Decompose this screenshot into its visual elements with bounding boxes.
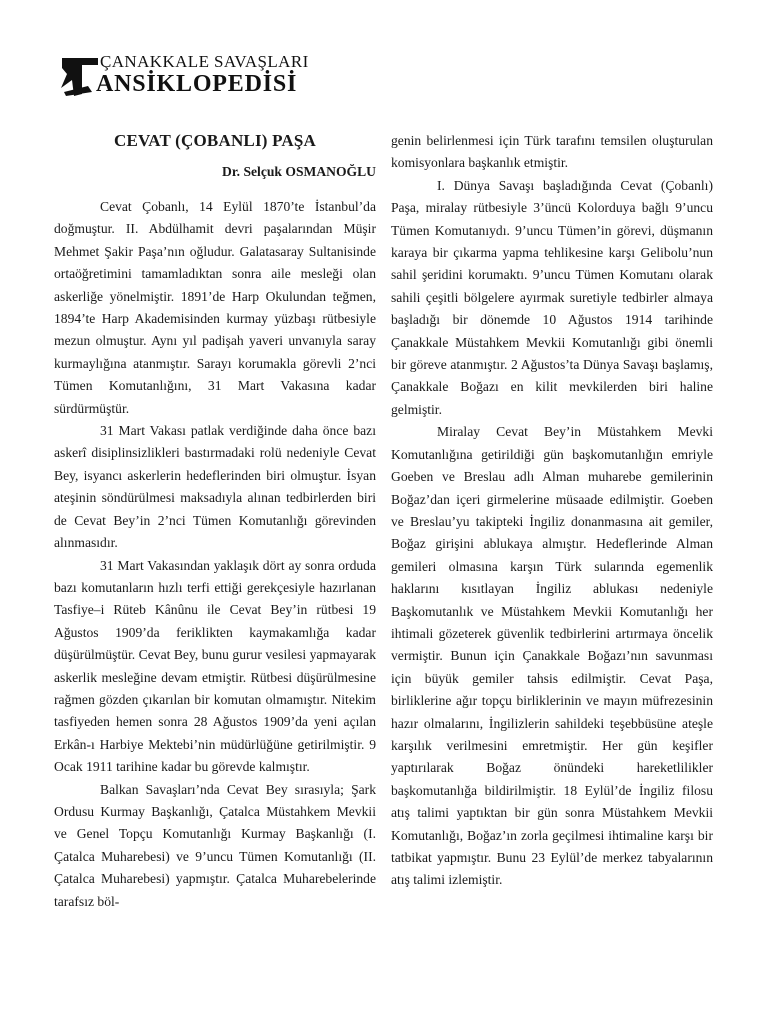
left-column (54, 130, 376, 913)
encyclopedia-header (58, 52, 318, 100)
paragraph: I. Dünya Savaşı başladığında Cevat (Çobanlı) Paşa, miralay rütbesiyle 3’üncü Kolorduya bağlı 9’uncu Tümen Komutanıydı. 9’uncu Tümen’in görevi, düşmanın karaya bir çıkarma yapma tehlikesine karşı Gelibolu’nun sahil şeridini korumaktı. 9’uncu Tümen Komutanı olarak sahili çeşitli bölgelere ayırmak suretiyle tedbirler almaya başladığı bir dönemde 10 Ağustos 1914 tarihinde Çanakkale Müstahkem Mevkii Komutanlığı gibi önemli bir göreve atanmıştır. 2 Ağustos’ta Dünya Savaşı başlamış, Çanakkale Boğazı en kilit mevkilerden biri haline gelmiştir. (391, 177, 713, 417)
header-title-bottom: ANSİKLOPEDİSİ (96, 71, 298, 97)
paragraph: 31 Mart Vakasından yaklaşık dört ay sonra orduda bazı komutanların hızlı terfi ettiği gerekçesiyle hazırlanan Tasfiye–i Rüteb Kânûnu ile Cevat Bey’in rütbesi 19 Ağustos 1909’da feriklikten kaymakamlığa kadar düşürülmüştür. Cevat Bey, bunu gurur vesilesi yapmayarak askerlik mesleğine devam etmiştir. Rütbesi düşürülmesine rağmen gözden çıkarılan bir komutan olmamıştır. Nitekim tasfiyeden hemen sonra 28 Ağustos 1909’da yeni açılan Erkân-ı Harbiye Mektebi’nin müdürlüğüne getirilmiştir. 9 Ocak 1911 tarihine kadar bu görevde kalmıştır. (54, 557, 376, 775)
paragraph: Balkan Savaşları’nda Cevat Bey sırasıyla; Şark Ordusu Kurmay Başkanlığı, Çatalca Müstahkem Mevkii ve Genel Topçu Komutanlığı Kurmay Başkanlığı (I. Çatalca Muharebesi) ve 9’uncu Tümen Komutanlığı (II. Çatalca Muharebesi) yapmıştır. Çatalca Muharebelerinde tarafsız böl- (54, 781, 376, 909)
right-column (391, 130, 713, 892)
header-title-top: ÇANAKKALE SAVAŞLARI (100, 52, 309, 71)
article-author: Dr. Selçuk OSMANOĞLU (222, 164, 376, 179)
paragraph: genin belirlenmesi için Türk tarafını temsilen oluşturulan komisyonlara başkanlık etmiştir. (391, 133, 713, 171)
paragraph: 31 Mart Vakası patlak verdiğinde daha önce bazı askerî disiplinsizlikleri bastırmadaki rolü nedeniyle Cevat Bey, isyancı askerlerin hedeflerinden biri olmuştur. İsyan ateşinin söndürülmesi maksadıyla alınan tedbirlerden biri de Cevat Bey’in 2’nci Tümen Komutanlığı görevinden alınmasıdır. (54, 423, 376, 551)
paragraph: Cevat Çobanlı, 14 Eylül 1870’te İstanbul’da doğmuştur. II. Abdülhamit devri paşalarından Müşir Mehmet Şakir Paşa’nın oğludur. Galatasaray Sultanisinde ortaöğretimini tamamladıktan sonra aile mesleği olan askerliğe yönelmiştir. 1891’de Harp Okulundan teğmen, 1894’te Harp Akademisinden kurmay yüzbaşı rütbesiyle mezun olmuştur. Aynı yıl padişah yaveri unvanıyla saray kurmaylığına atanmıştır. Sarayı korumakla görevli 2’nci Tümen Komutanlığını, 31 Mart Vakasına kadar sürdürmüştür. (54, 199, 376, 416)
paragraph: Miralay Cevat Bey’in Müstahkem Mevki Komutanlığına getirildiği gün başkomutanlığın emriyle Goeben ve Breslau adlı Alman muharebe gemilerinin Boğaz’dan içeri girmelerine müsaade edilmiştir. Goeben ve Breslau’yu takipteki İngiliz donanmasına ait gemiler, Boğaz girişini ablukaya almıştır. Hedeflerinde Alman gemileri olmasına karşın Türk sularında egemenlik haklarını kısıtlayan İngiliz ablukası nedeniyle Başkomutanlık ve Müstahkem Mevkii Komutanlığı her ihtimali gözeterek güvenlik tedbirlerini artırmaya öncelik vermiştir. Bunun için Çanakkale Boğazı’nın savunması için büyük gemiler tahsis edilmiştir. Cevat Paşa, birliklerine ağır topçu birliklerinin ve mayın müfrezesinin hazır olmalarını, İngilizlerin sahildeki teşebbüsüne ateşle karşılık verilmesini emretmiştir. Her gün keşifler yaptırılarak Boğaz önündeki hareketlilikler başkomutanlığa bildirilmiştir. 18 Eylül’de İngiliz filosu atış talimi yaptıktan bir gün sonra Müstahkem Mevkii Komutanlığı, Boğaz’ın zorla geçilmesi ihtimaline karşı bir tatbikat yapmıştır. Bunu 23 Eylül’de merkez tabyalarının atış talimi izlemiştir. (391, 424, 713, 888)
article-title: CEVAT (ÇOBANLI) PAŞA (113, 131, 317, 150)
